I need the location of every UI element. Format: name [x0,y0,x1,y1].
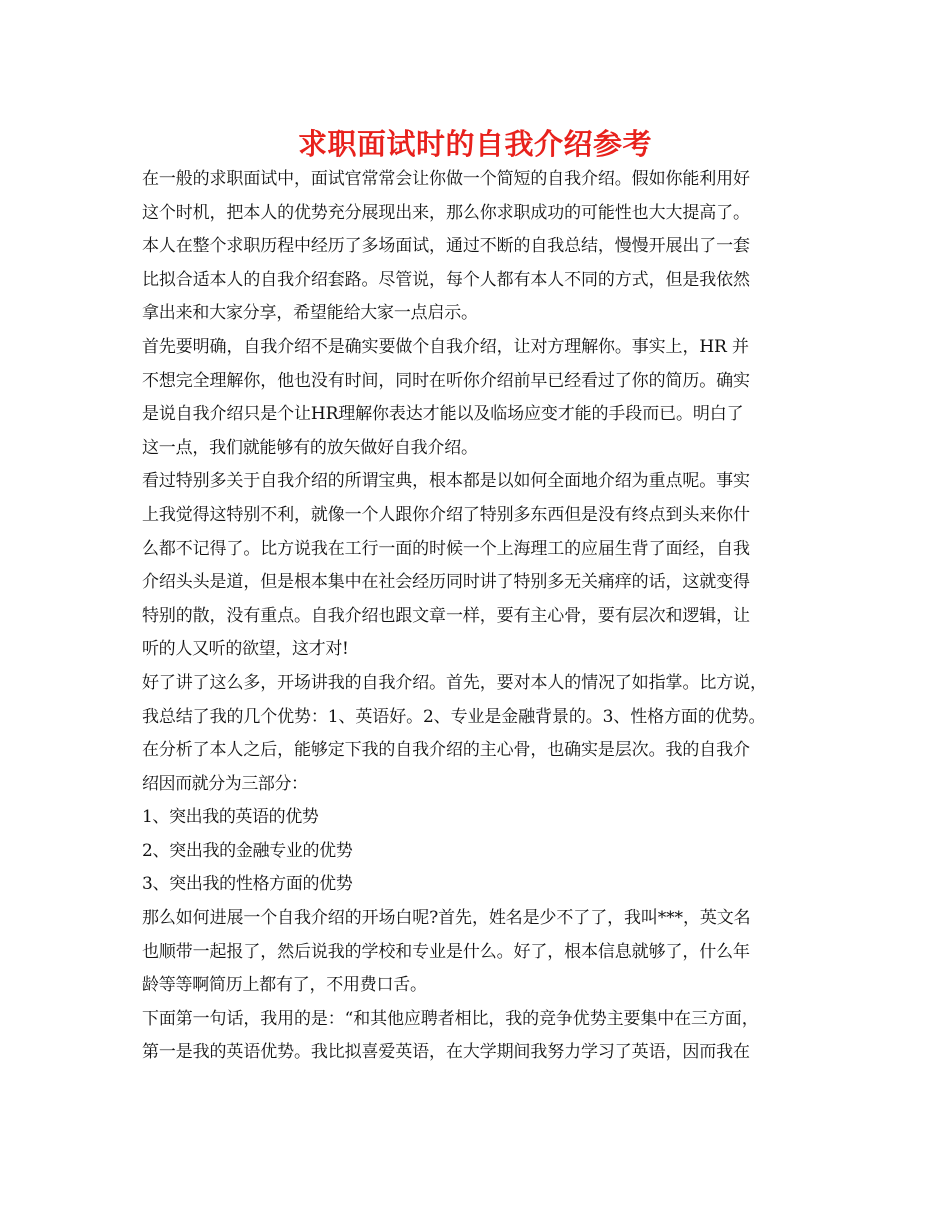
document-body [142,163,822,1070]
text-line: 本人在整个求职历程中经历了多场面试，通过不断的自我总结，慢慢开展出了一套 [142,236,750,257]
text-line: 好了讲了这么多，开场讲我的自我介绍。首先，要对本人的情况了如指掌。比方说， [142,672,767,693]
text-line: 2、突出我的金融专业的优势 [142,840,353,861]
text-line: 我总结了我的几个优势：1、英语好。2、专业是金融背景的。3、性格方面的优势。 [142,706,766,727]
text-line: 第一是我的英语优势。我比拟喜爱英语，在大学期间我努力学习了英语，因而我在 [142,1042,750,1063]
text-line: 绍因而就分为三部分： [142,773,308,794]
text-line: 是说自我介绍只是个让HR理解你表达才能以及临场应变才能的手段而已。明白了 [142,404,744,425]
text-line: 下面第一句话，我用的是：“和其他应聘者相比，我的竞争优势主要集中在三方面， [142,1008,759,1029]
text-line: 龄等等啊简历上都有了，不用费口舌。 [142,975,427,996]
text-line: 上我觉得这特别不利，就像一个人跟你介绍了特别多东西但是没有终点到头来你什 [142,504,750,525]
text-line: 那么如何进展一个自我介绍的开场白呢?首先，姓名是少不了了，我叫***，英文名 [142,908,751,929]
text-line: 么都不记得了。比方说我在工行一面的时候一个上海理工的应届生背了面经，自我 [142,538,750,559]
document-title: 求职面试时的自我介绍参考 [297,127,652,161]
text-line: 在分析了本人之后，能够定下我的自我介绍的主心骨，也确实是层次。我的自我介 [142,740,750,761]
text-line: 3、突出我的性格方面的优势 [142,874,353,895]
text-line: 比拟合适本人的自我介绍套路。尽管说，每个人都有本人不同的方式，但是我依然 [142,269,750,290]
text-line: 在一般的求职面试中，面试官常常会让你做一个简短的自我介绍。假如你能利用好 [142,169,750,189]
text-line: 听的人又听的欲望，这才对! [142,639,349,660]
text-line: 介绍头头是道，但是根本集中在社会经历同时讲了特别多无关痛痒的话，这就变得 [142,572,750,593]
text-line: 特别的散，没有重点。自我介绍也跟文章一样，要有主心骨，要有层次和逻辑，让 [142,605,750,626]
text-line: 拿出来和大家分享，希望能给大家一点启示。 [142,303,478,324]
text-line: 不想完全理解你，他也没有时间，同时在听你介绍前早已经看过了你的简历。确实 [142,370,750,391]
text-line: 这一点，我们就能够有的放矢做好自我介绍。 [142,437,478,458]
text-line: 看过特别多关于自我介绍的所谓宝典，根本都是以如何全面地介绍为重点呢。事实 [142,471,750,492]
text-line: 也顺带一起报了，然后说我的学校和专业是什么。好了，根本信息就够了，什么年 [142,941,750,962]
text-line: 首先要明确，自我介绍不是确实要做个自我介绍，让对方理解你。事实上，HR 并 [142,336,749,357]
text-line: 1、突出我的英语的优势 [142,807,319,828]
text-line: 这个时机，把本人的优势充分展现出来，那么你求职成功的可能性也大大提高了。 [142,202,750,223]
